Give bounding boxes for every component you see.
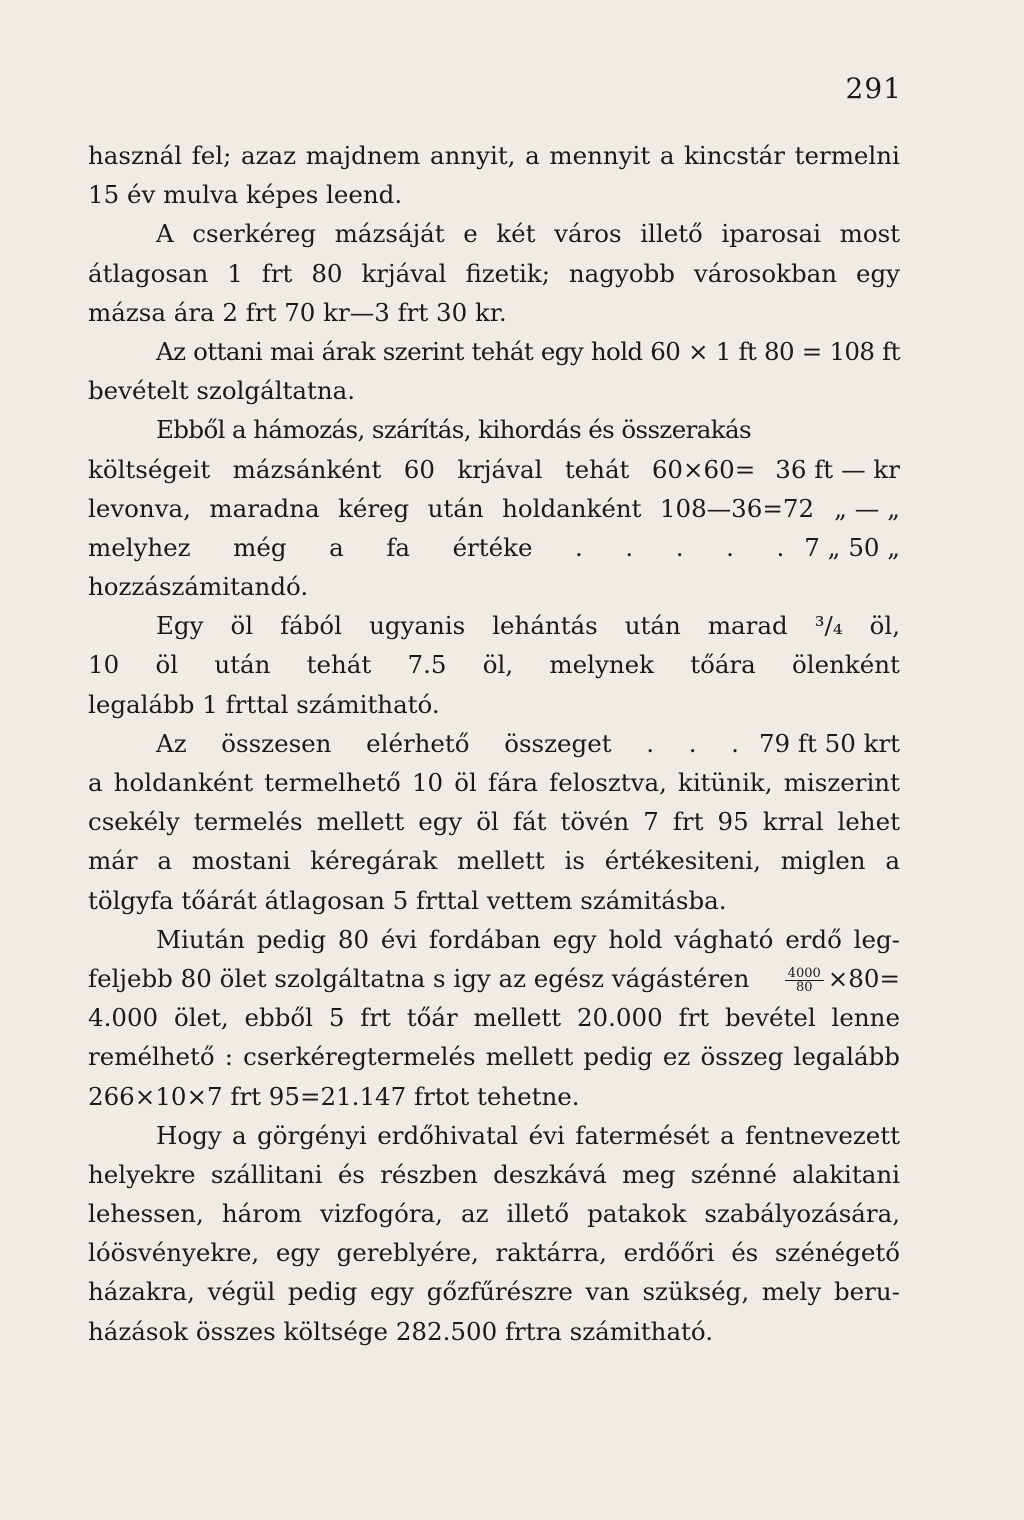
word: .: [646, 728, 655, 758]
word: melynek: [549, 650, 654, 680]
word: cserkéreg: [192, 219, 317, 249]
text-line: Ebből a hámozás, szárítás, kihordás és összerakás: [156, 415, 751, 445]
word: hold: [590, 336, 643, 366]
word: mennyit: [549, 141, 651, 170]
word: végül: [207, 1277, 276, 1307]
word: =: [801, 336, 822, 366]
word: a: [659, 141, 675, 170]
word: 80: [311, 258, 343, 288]
text-line: [88, 136, 900, 175]
word: termelni: [794, 141, 900, 170]
word: deszkává: [493, 1159, 607, 1189]
word: egy: [275, 1238, 320, 1268]
word: 7: [643, 807, 659, 837]
word: tövén: [560, 807, 630, 837]
word: két: [496, 219, 536, 249]
word: leg-: [853, 924, 900, 954]
word: beru-: [833, 1277, 900, 1307]
word: fel;: [191, 141, 232, 170]
word: 1: [715, 336, 731, 366]
word: 5: [328, 1003, 345, 1033]
word: öl: [230, 611, 254, 641]
word: Az: [156, 728, 187, 758]
word: tőár: [406, 1003, 458, 1033]
word: szükség,: [642, 1277, 750, 1307]
word: 7.5: [407, 650, 447, 680]
word: mellett: [485, 1042, 574, 1072]
word: miglen: [780, 846, 866, 876]
text-line: házások összes költsége 282.500 frtra számitható.: [88, 1316, 714, 1346]
word: 80: [337, 924, 370, 954]
word: összesen: [221, 728, 332, 758]
word: levonva,: [88, 493, 191, 523]
word: összeget: [504, 728, 612, 758]
word: azaz: [241, 141, 297, 170]
text-line: [88, 1233, 900, 1272]
word: 95: [717, 807, 749, 837]
word: lehántás: [492, 611, 598, 641]
word: legalább: [793, 1042, 900, 1072]
cost-ledger: [88, 450, 900, 568]
word: 10: [411, 768, 444, 797]
fraction-expression: [781, 959, 900, 998]
word: házakra,: [88, 1277, 195, 1307]
word: annyit,: [430, 141, 516, 170]
text-block-2: [88, 567, 900, 724]
ledger-row-amount: 7 „ 50 „: [804, 532, 900, 562]
word: ez: [662, 1042, 691, 1072]
word: és: [337, 1159, 365, 1189]
word: frt: [678, 1003, 710, 1033]
word: frt: [261, 258, 293, 288]
word: gőzfűrészre: [426, 1277, 573, 1307]
word: melyhez: [88, 532, 191, 562]
word: a: [232, 1120, 247, 1150]
word: ebből: [244, 1003, 313, 1033]
word: fából: [280, 611, 343, 641]
ledger-row-label: [88, 489, 834, 528]
word: ölet,: [173, 1003, 229, 1033]
word: fa: [386, 532, 410, 562]
word: öl: [454, 768, 477, 797]
text-line: [88, 254, 900, 293]
word: a: [88, 768, 103, 797]
word: 108: [829, 336, 875, 366]
word: Miután: [156, 924, 245, 954]
word: Az: [156, 336, 186, 366]
word: Hogy: [156, 1120, 222, 1150]
word: egy: [418, 807, 463, 837]
word: költségeit: [88, 454, 211, 484]
word: ft: [738, 336, 757, 366]
word: holdanként: [113, 768, 254, 797]
word: fát: [512, 807, 547, 837]
word: frt: [360, 1003, 391, 1033]
word: vizfogóra,: [319, 1199, 443, 1229]
word: fentnevezett: [745, 1120, 900, 1150]
word: lehessen,: [88, 1199, 204, 1229]
word: évi: [380, 924, 418, 954]
word: mostani: [191, 846, 291, 876]
word: és: [731, 1238, 759, 1268]
word: patakok: [587, 1199, 687, 1229]
word: cserkéregtermelés: [243, 1042, 476, 1072]
word: átlagosan: [88, 258, 209, 288]
word: krral: [762, 807, 824, 837]
word: majdnem: [305, 141, 421, 170]
word: alakitani: [792, 1159, 900, 1189]
word: görgényi: [257, 1120, 367, 1150]
word: fatermését: [575, 1120, 710, 1150]
word: mellett: [316, 807, 405, 837]
word: pedig: [287, 1277, 358, 1307]
word: tőára: [690, 650, 756, 680]
word: a: [157, 846, 172, 876]
ledger-row: [88, 528, 900, 567]
ledger-row-amount: 36 ft — kr: [775, 454, 900, 484]
text-line: legalább 1 frttal számitható.: [88, 689, 440, 719]
word: három: [221, 1199, 302, 1229]
text-line: mázsa ára 2 frt 70 kr—3 frt 30 kr.: [88, 297, 507, 327]
word: .: [688, 728, 697, 758]
word: kéregárak: [310, 846, 438, 876]
word: erdő: [785, 924, 842, 954]
word: értéke: [452, 532, 533, 562]
word: szénégető: [774, 1238, 900, 1268]
text-line: 15 év mulva képes leend.: [88, 180, 403, 210]
ledger-row: [88, 489, 900, 528]
word: gereblyére,: [336, 1238, 479, 1268]
word: meg: [622, 1159, 676, 1189]
word: után: [427, 493, 484, 523]
word: mellett: [457, 846, 545, 876]
word: .: [625, 532, 634, 562]
word: Egy: [156, 611, 204, 641]
word: szabályozására,: [704, 1199, 900, 1229]
word: remélhető: [88, 1042, 215, 1072]
word: ölenként: [792, 650, 900, 680]
word: ×: [688, 336, 708, 366]
word: most: [839, 219, 900, 249]
word: .: [731, 728, 739, 758]
text-line: bevételt szolgáltatna.: [88, 376, 355, 406]
word: öl: [476, 807, 499, 837]
word: árak: [321, 336, 376, 366]
word: :: [224, 1042, 234, 1072]
word: nagyobb: [568, 258, 675, 288]
body-text: [88, 136, 900, 1351]
text-line: [88, 841, 900, 880]
text-line: [88, 1272, 900, 1311]
word: mellett: [473, 1003, 562, 1033]
text-line: [88, 332, 900, 371]
word: lenne: [831, 1003, 900, 1033]
word: évi: [528, 1120, 565, 1150]
word: 20.000: [576, 1003, 663, 1033]
word: csekély: [88, 807, 180, 837]
word: illető: [506, 1199, 570, 1229]
text-line: [88, 802, 900, 841]
text-line: [88, 1194, 900, 1233]
word: erdőőri: [623, 1238, 715, 1268]
word: 1: [227, 258, 243, 288]
word: kéreg: [338, 493, 410, 523]
word: a: [525, 141, 540, 170]
word: után: [214, 650, 271, 680]
word: pedig: [583, 1042, 653, 1072]
word: még: [233, 532, 287, 562]
word: lóösvényekre,: [88, 1238, 260, 1268]
word: .: [726, 532, 734, 562]
word: kincstár: [684, 141, 785, 170]
word: 60×60=: [651, 454, 756, 484]
word: már: [88, 846, 138, 876]
word: hold: [608, 924, 663, 954]
text-line: [88, 920, 900, 959]
fraction: [785, 967, 824, 994]
word: bevétel: [725, 1003, 816, 1033]
word: tehát: [306, 650, 372, 680]
word: szerint: [382, 336, 464, 366]
total-line: [88, 724, 900, 763]
word: miszerint: [783, 768, 900, 797]
word: összeg: [700, 1042, 784, 1072]
word: holdanként: [502, 493, 642, 523]
word: ft: [882, 336, 900, 366]
word: használ: [88, 141, 183, 170]
ledger-row-label: [88, 528, 804, 567]
text-line: [88, 1155, 900, 1194]
word: van: [585, 1277, 630, 1307]
word: e: [463, 219, 478, 249]
ledger-row: [88, 450, 900, 489]
word: 60: [650, 336, 681, 366]
text-line: [88, 763, 900, 802]
text-line: hozzászámitandó.: [88, 572, 309, 602]
word: 80: [763, 336, 794, 366]
word: egy: [540, 336, 584, 366]
word: marad: [707, 611, 788, 641]
word: 60: [403, 454, 435, 484]
word: szállitani: [210, 1159, 323, 1189]
word: mázsáját: [334, 219, 445, 249]
word: erdőhivatal: [377, 1120, 519, 1150]
word: tehát: [471, 336, 534, 366]
fraction-after: ×80=: [827, 963, 900, 993]
word: maradna: [209, 493, 320, 523]
word: helyekre: [88, 1159, 196, 1189]
word: városokban: [693, 258, 838, 288]
word: az: [460, 1199, 489, 1229]
word: 108—36=72: [659, 493, 815, 523]
word: öl,: [869, 611, 900, 641]
word: lehet: [837, 807, 900, 837]
total-label: [156, 724, 759, 763]
word: raktárra,: [495, 1238, 607, 1268]
fraction-numerator: 4000: [785, 967, 824, 981]
word: vágható: [674, 924, 774, 954]
word: kitünik,: [678, 768, 773, 797]
word: ugyanis: [369, 611, 466, 641]
page-number: 291: [845, 72, 902, 105]
text-block-4: [88, 998, 900, 1351]
word: fizetik;: [465, 258, 550, 288]
total-amount: 79 ft 50 krt: [758, 728, 900, 758]
word: ³/₄: [814, 611, 843, 641]
word: .: [776, 532, 785, 562]
text-line: [88, 1037, 900, 1076]
word: mázsánként: [232, 454, 382, 484]
word: város: [554, 219, 622, 249]
word: iparosai: [721, 219, 821, 249]
text-line: [88, 1116, 900, 1155]
word: öl,: [482, 650, 514, 680]
word: mely: [761, 1277, 822, 1307]
fraction-line: [88, 959, 900, 998]
word: krjával: [457, 454, 543, 484]
text-line: [88, 645, 900, 684]
word: után: [624, 611, 681, 641]
word: termelés: [193, 807, 303, 837]
word: a: [329, 532, 344, 562]
word: termelhető: [264, 768, 401, 797]
text-line: [88, 998, 900, 1037]
word: a: [720, 1120, 735, 1150]
word: krjával: [361, 258, 447, 288]
word: mai: [270, 336, 314, 366]
word: 10: [88, 650, 120, 680]
word: értékesiteni,: [604, 846, 761, 876]
word: .: [675, 532, 684, 562]
text-line: tölgyfa tőárát átlagosan 5 frttal vettem számitásba.: [88, 885, 727, 915]
word: .: [575, 532, 583, 562]
word: 4.000: [88, 1003, 159, 1033]
word: ottani: [193, 336, 263, 366]
word: egy: [370, 1277, 415, 1307]
word: öl: [155, 650, 179, 680]
text-block-1: [88, 136, 900, 450]
word: felosztva,: [549, 768, 667, 797]
text-line: [88, 606, 900, 645]
word: elérhető: [366, 728, 470, 758]
word: részben: [380, 1159, 478, 1189]
word: frt: [672, 807, 704, 837]
fraction-denominator: 80: [795, 979, 813, 995]
word: fára: [488, 768, 538, 797]
ledger-row-label: [88, 450, 775, 489]
word: fordában: [428, 924, 541, 954]
text-block-3: [88, 763, 900, 959]
text-line: [88, 214, 900, 253]
fraction-line-text: feljebb 80 ölet szolgáltatna s igy az egész vágástéren: [88, 963, 750, 993]
word: tehát: [564, 454, 630, 484]
word: szénné: [690, 1159, 777, 1189]
text-line: 266×10×7 frt 95=21.147 frtot tehetne.: [88, 1081, 580, 1111]
word: a: [885, 846, 900, 876]
word: egy: [855, 258, 900, 288]
word: illető: [640, 219, 703, 249]
ledger-row-amount: „ — „: [834, 493, 900, 523]
word: is: [564, 846, 585, 876]
word: egy: [552, 924, 597, 954]
word: A: [156, 219, 174, 249]
word: pedig: [256, 924, 327, 954]
